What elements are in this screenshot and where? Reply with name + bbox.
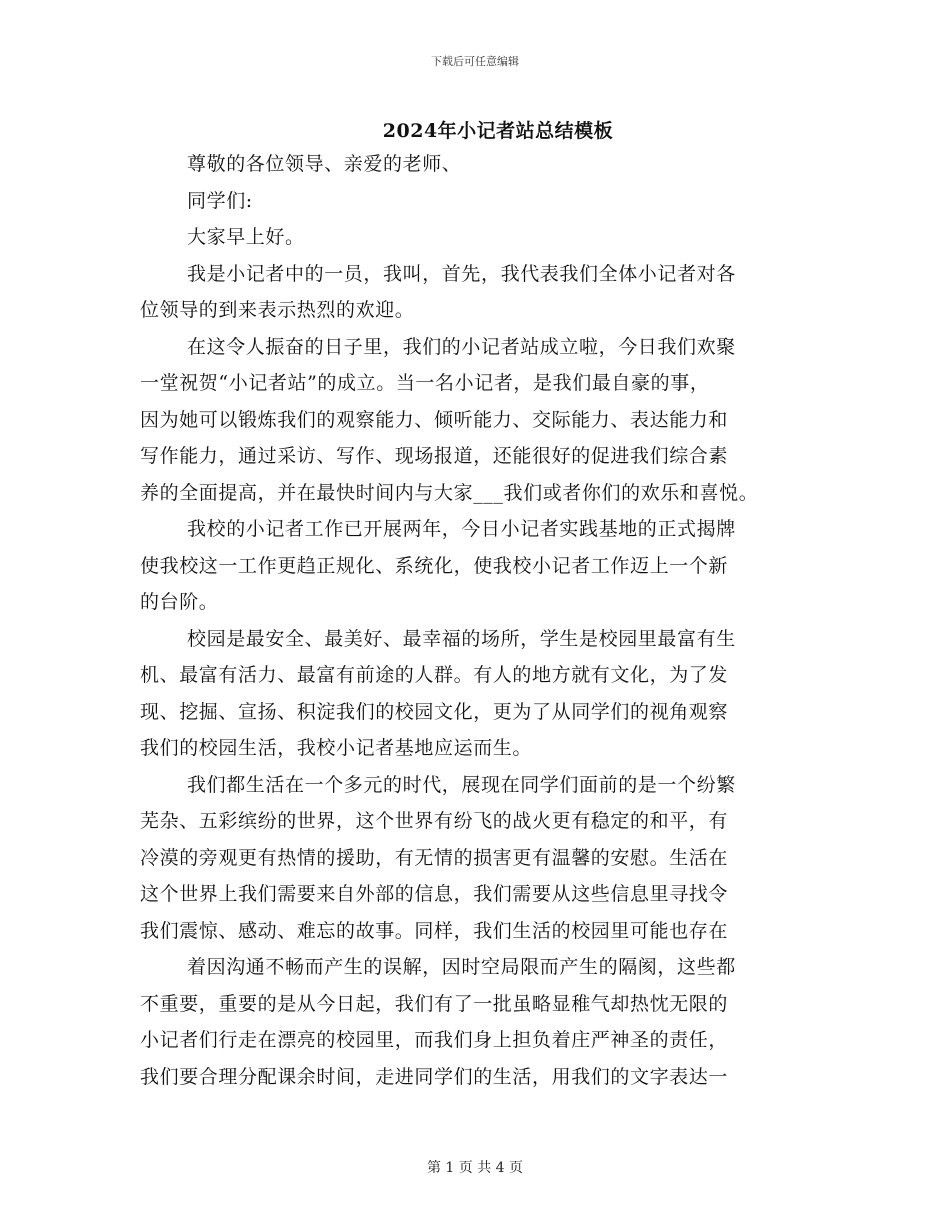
text-line: 的台阶。 bbox=[140, 591, 219, 613]
text-line: 这个世界上我们需要来自外部的信息，我们需要从这些信息里寻找令 bbox=[140, 883, 729, 905]
header-note: 下载后可任意编辑 bbox=[431, 55, 519, 68]
text-line: 使我校这一工作更趋正规化、系统化，使我校小记者工作迈上一个新 bbox=[140, 554, 729, 577]
text-line: 我们要合理分配课余时间，走进同学们的生活，用我们的文字表达一 bbox=[140, 1065, 729, 1088]
text-line: 小记者们行走在漂亮的校园里，而我们身上担负着庄严神圣的责任， bbox=[140, 1029, 729, 1051]
document-body bbox=[140, 146, 800, 1095]
text-line: 大家早上好。 bbox=[187, 226, 305, 248]
text-line: 养的全面提高，并在最快时间内与大家___我们或者你们的欢乐和喜悦。 bbox=[140, 481, 759, 504]
text-line: 着因沟通不畅而产生的误解，因时空局限而产生的隔阂，这些都 bbox=[187, 956, 736, 978]
document-title: 2024年小记者站总结模板 bbox=[382, 120, 614, 142]
text-line: 我们震惊、感动、难忘的故事。同样，我们生活的校园里可能也存在 bbox=[140, 919, 729, 942]
text-line: 同学们: bbox=[187, 189, 253, 212]
text-line: 校园是最安全、最美好、最幸福的场所，学生是校园里最富有生 bbox=[187, 627, 736, 650]
text-line: 在这令人振奋的日子里，我们的小记者站成立啦，今日我们欢聚 bbox=[187, 335, 736, 358]
text-line: 一堂祝贺“小记者站”的成立。当一名小记者，是我们最自豪的事， bbox=[140, 372, 710, 394]
text-line: 我们的校园生活，我校小记者基地应运而生。 bbox=[140, 737, 533, 759]
text-line: 不重要，重要的是从今日起，我们有了一批虽略显稚气却热忱无限的 bbox=[140, 992, 729, 1015]
text-line: 我校的小记者工作已开展两年，今日小记者实践基地的正式揭牌 bbox=[187, 518, 736, 540]
text-line: 因为她可以锻炼我们的观察能力、倾听能力、交际能力、表达能力和 bbox=[140, 408, 729, 431]
text-line: 写作能力，通过采访、写作、现场报道，还能很好的促进我们综合素 bbox=[140, 445, 729, 467]
text-line: 尊敬的各位领导、亲爱的老师、 bbox=[187, 153, 462, 175]
text-line: 我们都生活在一个多元的时代，展现在同学们面前的是一个纷繁 bbox=[187, 773, 736, 796]
text-line: 位领导的到来表示热烈的欢迎。 bbox=[140, 299, 415, 321]
text-line: 机、最富有活力、最富有前途的人群。有人的地方就有文化，为了发 bbox=[140, 664, 729, 686]
text-line: 现、挖掘、宣扬、积淀我们的校园文化，更为了从同学们的视角观察 bbox=[140, 700, 729, 723]
page-number-footer: 第 1 页 共 4 页 bbox=[426, 1160, 524, 1176]
text-line: 芜杂、五彩缤纷的世界，这个世界有纷飞的战火更有稳定的和平，有 bbox=[140, 810, 729, 832]
text-line: 冷漠的旁观更有热情的援助，有无情的损害更有温馨的安慰。生活在 bbox=[140, 846, 729, 869]
text-line: 我是小记者中的一员，我叫，首先，我代表我们全体小记者对各 bbox=[187, 262, 736, 285]
